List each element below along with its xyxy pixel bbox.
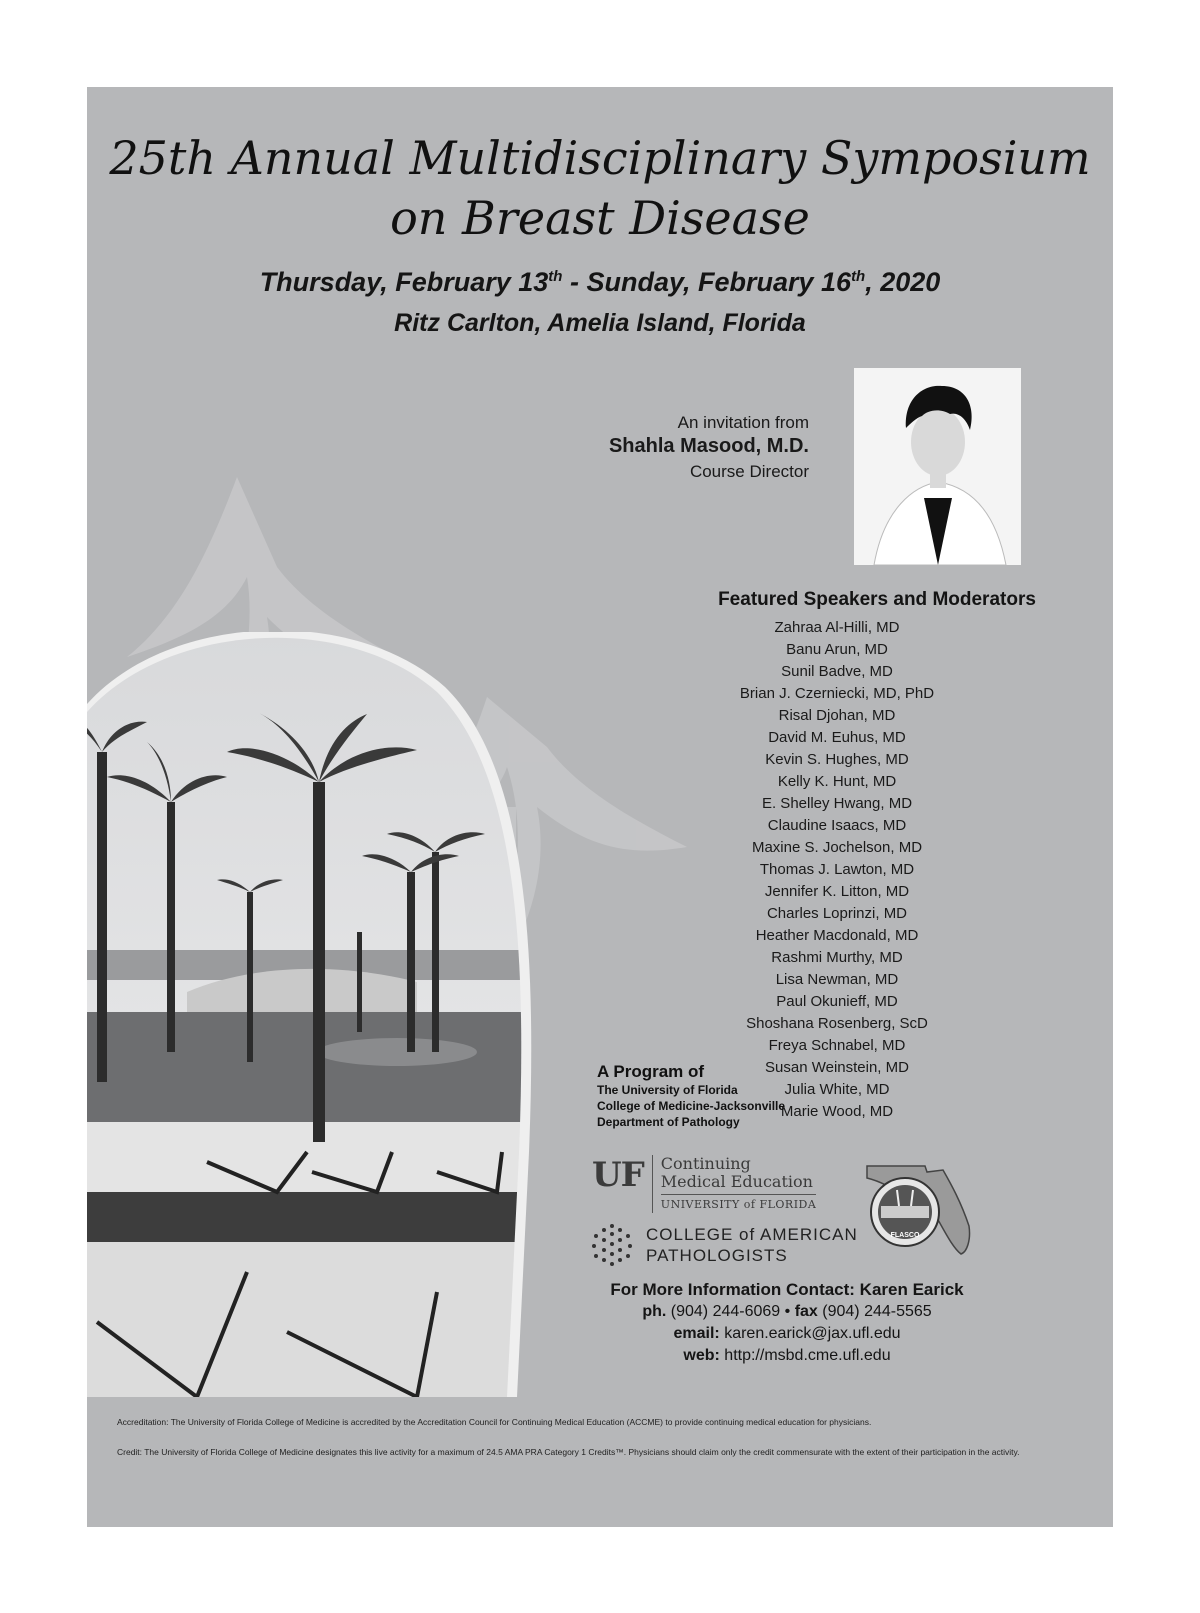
speaker-name: Brian J. Czerniecki, MD, PhD — [739, 685, 935, 702]
flyer — [87, 87, 1113, 1527]
course-director-name: Shahla Masood, M.D. — [608, 435, 809, 457]
event-dates — [87, 267, 1113, 298]
program-line: Department of Pathology — [597, 1115, 740, 1129]
flasco-label: FLASCO — [890, 1232, 920, 1239]
program-line: The University of Florida — [597, 1083, 738, 1097]
speaker-name: Risal Djohan, MD — [778, 707, 896, 724]
speaker-name: Maxine S. Jochelson, MD — [751, 839, 923, 856]
speaker-name: Thomas J. Lawton, MD — [759, 861, 915, 878]
phone-label: ph. — [642, 1303, 667, 1320]
speaker-name: Heather Macdonald, MD — [755, 927, 919, 944]
speaker-name: Julia White, MD — [784, 1081, 890, 1098]
dates-start: Thursday, February 13 — [259, 267, 549, 297]
speaker-name: Sunil Badve, MD — [781, 663, 893, 680]
uf-logo-mark: UF — [592, 1155, 653, 1213]
speaker-name: Kelly K. Hunt, MD — [777, 773, 897, 790]
speaker-name: Zahraa Al-Hilli, MD — [774, 619, 900, 636]
speaker-name: Lisa Newman, MD — [775, 971, 899, 988]
dates-start-suffix: th — [548, 268, 563, 285]
uf-logo-line2: Medical Education — [660, 1172, 813, 1191]
dates-year: , 2020 — [865, 267, 941, 297]
web-label: web: — [683, 1347, 720, 1364]
uf-logo-line1: Continuing — [660, 1154, 751, 1173]
dates-end: - Sunday, February 16 — [562, 267, 852, 297]
cap-logo-line1: COLLEGE of AMERICAN — [646, 1225, 858, 1244]
event-title-line2: on Breast Disease — [390, 191, 810, 245]
event-venue: Ritz Carlton, Amelia Island, Florida — [394, 309, 806, 337]
speaker-name: Paul Okunieff, MD — [776, 993, 898, 1010]
credit-statement: Credit: The University of Florida College of Medicine designates this live activity for a maximum of 24.5 AMA PRA Category 1 Credits™. Physicians should claim only the credit commensurate with the extent of their participation in the activity. — [117, 1447, 1020, 1457]
contact-phone-fax — [597, 1301, 977, 1323]
cap-logo-line2: PATHOLOGISTS — [646, 1246, 788, 1265]
separator: • — [780, 1303, 795, 1320]
speaker-name: Claudine Isaacs, MD — [767, 817, 907, 834]
web-link[interactable]: http://msbd.cme.ufl.edu — [724, 1347, 891, 1364]
course-director-portrait — [854, 368, 1021, 565]
contact-heading: For More Information Contact: Karen Earick — [610, 1280, 964, 1299]
speaker-name: Kevin S. Hughes, MD — [765, 751, 909, 768]
fax-label: fax — [794, 1303, 818, 1320]
speakers-list — [687, 617, 987, 1123]
accreditation-statement: Accreditation: The University of Florida College of Medicine is accredited by the Accreditation Council for Continuing Medical Education (ACCME) to provide continuing medical education for physicians. — [117, 1417, 872, 1427]
uf-cme-logo — [592, 1155, 816, 1213]
speaker-name: David M. Euhus, MD — [768, 729, 906, 746]
uf-logo-line3: UNIVERSITY of FLORIDA — [661, 1194, 817, 1211]
speaker-name: E. Shelley Hwang, MD — [761, 795, 913, 812]
speaker-name: Marie Wood, MD — [780, 1103, 894, 1120]
invitation-block — [609, 413, 809, 482]
resort-pool-photo — [87, 632, 617, 1527]
program-line: College of Medicine-Jacksonville — [597, 1099, 786, 1113]
email-label: email: — [673, 1325, 720, 1342]
fax-value: (904) 244-5565 — [822, 1303, 932, 1320]
speaker-name: Banu Arun, MD — [786, 641, 888, 658]
cap-logo — [590, 1222, 858, 1268]
phone-value: (904) 244-6069 — [670, 1303, 781, 1320]
program-heading: A Program of — [597, 1062, 705, 1081]
event-title-line1: 25th Annual Multidisciplinary Symposium — [109, 131, 1091, 185]
cap-dots-icon — [590, 1222, 634, 1268]
flasco-logo — [865, 1162, 975, 1262]
invitation-intro: An invitation from — [677, 413, 809, 432]
contact-block — [597, 1279, 977, 1367]
speaker-name: Rashmi Murthy, MD — [771, 949, 903, 966]
speaker-name: Freya Schnabel, MD — [768, 1037, 906, 1054]
speaker-name: Jennifer K. Litton, MD — [764, 883, 910, 900]
speaker-name: Charles Loprinzi, MD — [766, 905, 908, 922]
speaker-name: Shoshana Rosenberg, ScD — [746, 1015, 928, 1032]
speakers-heading: Featured Speakers and Moderators — [718, 589, 1036, 610]
program-of-block — [597, 1062, 785, 1130]
contact-web — [597, 1345, 977, 1367]
course-director-role: Course Director — [689, 462, 809, 481]
email-link[interactable]: karen.earick@jax.ufl.edu — [724, 1325, 901, 1342]
dates-end-suffix: th — [851, 268, 866, 285]
speaker-name: Susan Weinstein, MD — [765, 1059, 909, 1076]
contact-email — [597, 1323, 977, 1345]
